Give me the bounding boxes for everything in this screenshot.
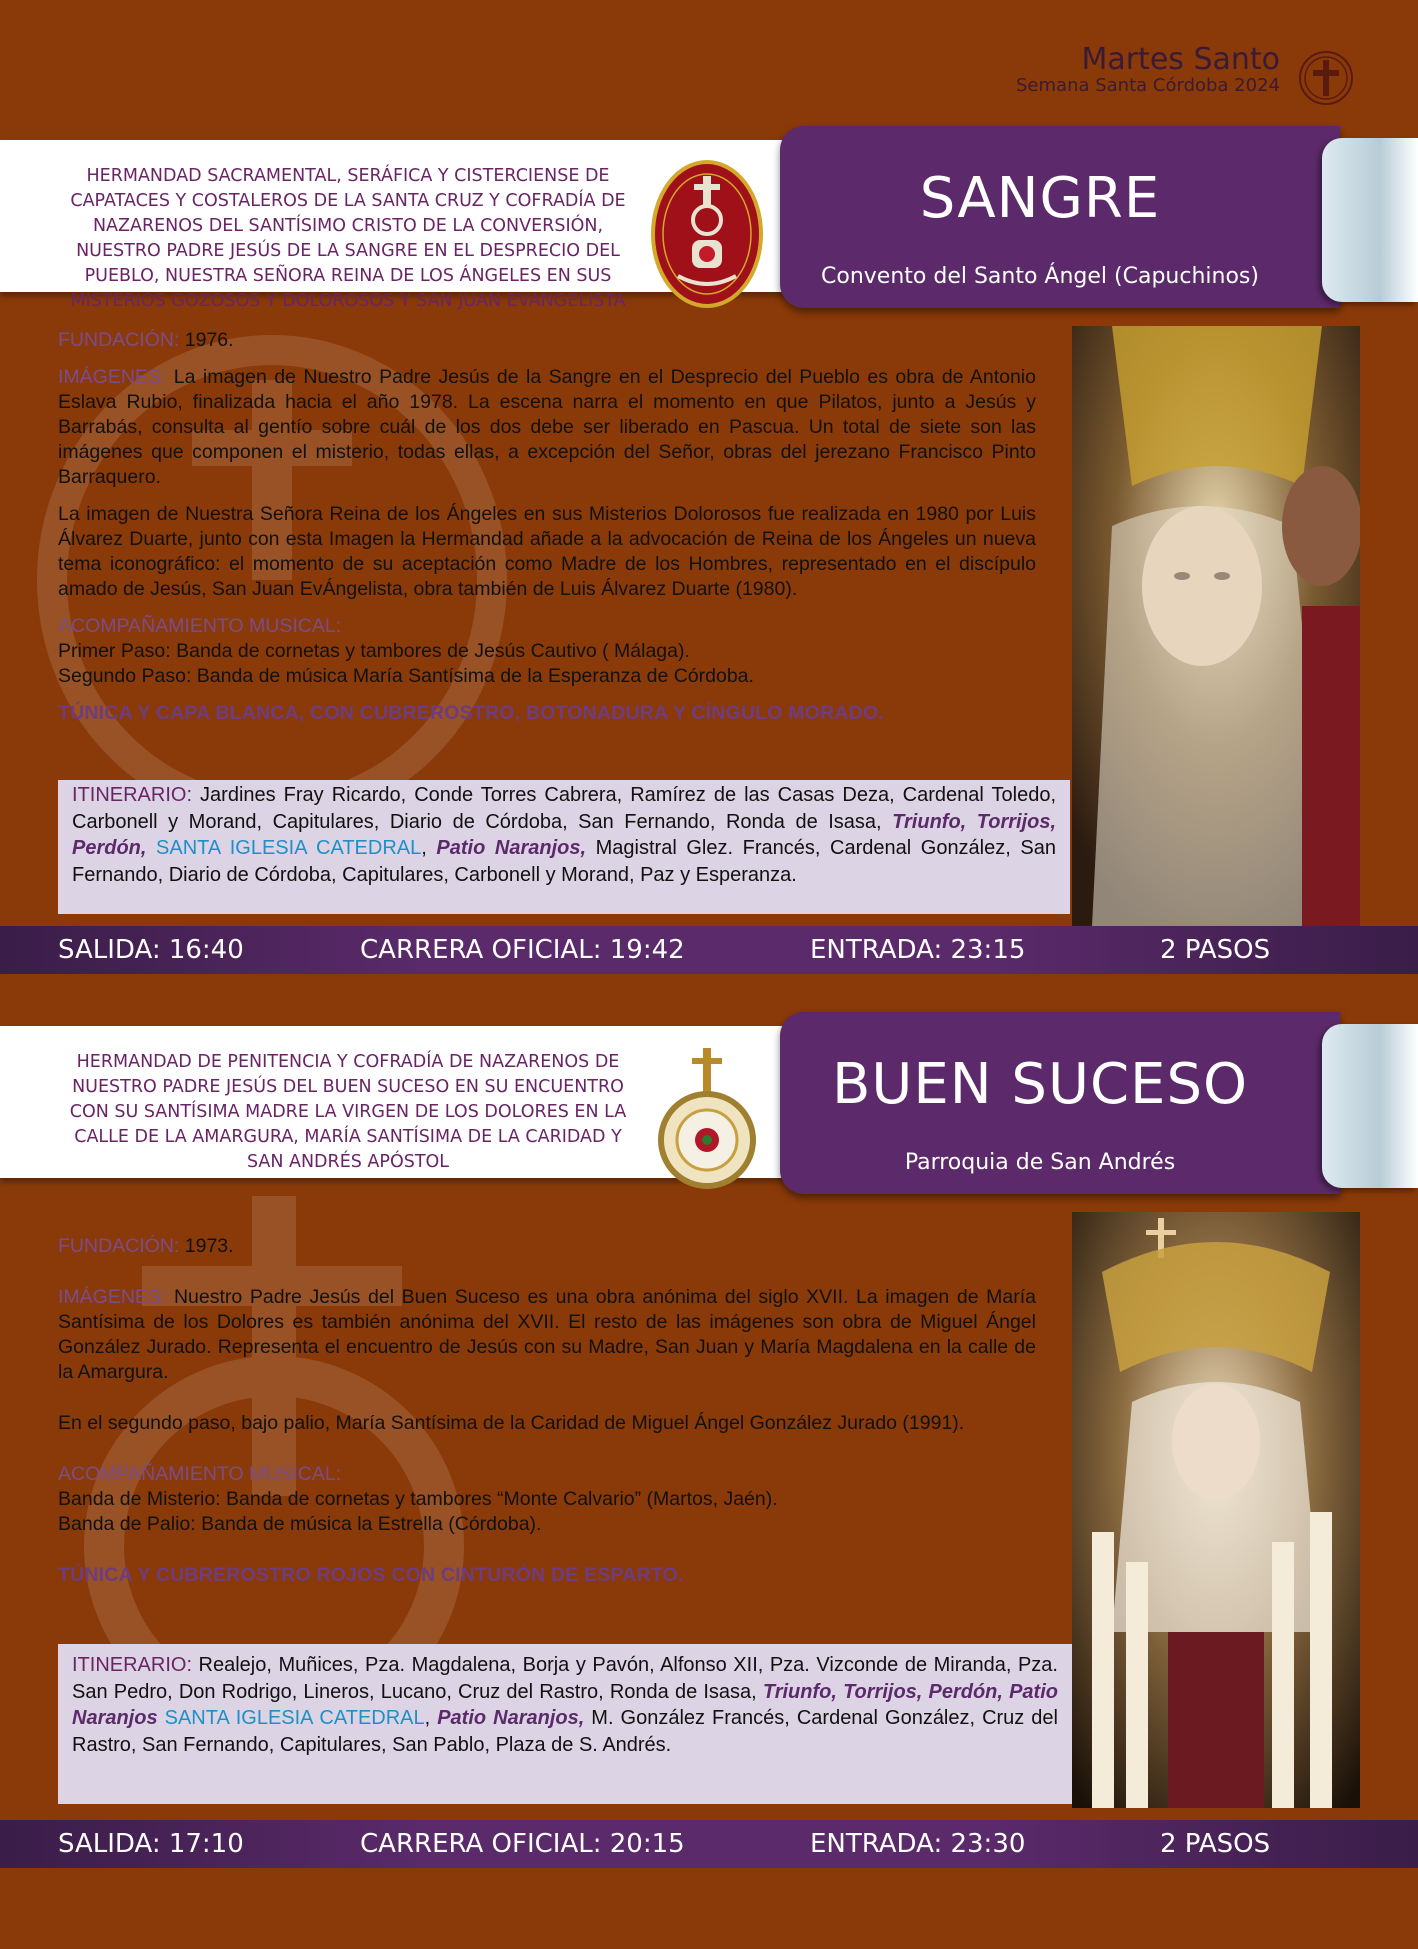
pasos-count: 2 PASOS bbox=[1160, 1829, 1271, 1859]
imagenes-text-2: En el segundo paso, bajo palio, María Santísima de la Caridad de Miguel Ángel González Jurado (1991). bbox=[58, 1412, 965, 1434]
church-name: Parroquia de San Andrés bbox=[904, 1150, 1176, 1175]
itinerario-box bbox=[58, 1644, 1072, 1804]
hermandad-title-bar bbox=[0, 1026, 810, 1178]
musica-label: ACOMPAÑAMIENTO MUSICAL: bbox=[58, 1463, 342, 1485]
carrera-oficial-time: CARRERA OFICIAL: 20:15 bbox=[360, 1829, 685, 1859]
patio-naranjos: Patio Naranjos, bbox=[436, 837, 587, 859]
itinerario-label: ITINERARIO: bbox=[72, 784, 193, 806]
itinerario-part-f: Magistral Glez. Francés, Cardenal González, San Fernando, Diario de Córdoba, Capitulares, Carbonell y Morand, Paz y Esperanza. bbox=[72, 837, 1056, 886]
salida-time: SALIDA: 17:10 bbox=[58, 1829, 244, 1859]
hermandad-description bbox=[58, 1234, 1036, 1600]
pasos-count: 2 PASOS bbox=[1160, 935, 1271, 965]
itinerario-box bbox=[58, 780, 1070, 914]
hermandad-title-bar bbox=[0, 140, 810, 311]
habito-text: TÚNICA Y CUBREROSTRO ROJOS CON CINTURÓN DE ESPARTO. bbox=[58, 1564, 684, 1586]
hermandad-full-name: HERMANDAD SACRAMENTAL, SERÁFICA Y CISTERCIENSE DE CAPATACES Y COSTALEROS DE LA SANTA CRUZ Y COFRADÍA DE NAZARENOS DEL SANTÍSIMO CRISTO DE LA CONVERSIÓN, NUESTRO PADRE JESÚS DE LA SANGRE EN EL DESPRECIO DEL PUEBLO, NUESTRA SEÑORA REINA DE LOS ÁNGELES EN SUS MISTERIOS GOZOSOS Y DOLOROSOS Y SAN JUAN EVANGELISTA bbox=[70, 166, 626, 311]
hermandad-short-name: BUEN SUCESO bbox=[831, 1052, 1249, 1117]
itinerario-comma: , bbox=[424, 1707, 431, 1729]
musica-label: ACOMPAÑAMIENTO MUSICAL: bbox=[58, 615, 342, 637]
hermandad-crest-icon bbox=[648, 1044, 766, 1196]
patio-naranjos: Patio Naranjos, bbox=[437, 1707, 585, 1729]
schedule-bar bbox=[0, 926, 1418, 974]
itinerario-part-a: Jardines Fray Ricardo, Conde Torres Cabrera, Ramírez de las Casas Deza, Cardenal Toledo, Carbonell y Morand, Capitulares, Diario de Córdoba, San Fernando, Ronda de Isasa, bbox=[72, 784, 1056, 833]
itinerario-comma: , bbox=[421, 837, 427, 859]
virgin-photo bbox=[1072, 1212, 1360, 1808]
hermandad-name-banner bbox=[780, 126, 1340, 308]
hermandad-short-name: SANGRE bbox=[919, 166, 1161, 231]
virgin-photo bbox=[1072, 326, 1360, 926]
musica-line-2: Banda de Palio: Banda de música la Estrella (Córdoba). bbox=[58, 1513, 542, 1535]
event-subtitle: Semana Santa Córdoba 2024 bbox=[1016, 75, 1280, 96]
imagenes-label: IMÁGENES: bbox=[58, 1286, 167, 1308]
scroll-end-decoration bbox=[1322, 1024, 1418, 1188]
scroll-end-decoration bbox=[1322, 138, 1418, 302]
church-name: Convento del Santo Ángel (Capuchinos) bbox=[821, 264, 1259, 289]
day-title: Martes Santo bbox=[1081, 42, 1280, 77]
cross-emblem-icon bbox=[1298, 50, 1354, 106]
itinerario-label: ITINERARIO: bbox=[72, 1654, 193, 1676]
imagenes-text: Nuestro Padre Jesús del Buen Suceso es una obra anónima del siglo XVII. La imagen de María Santísima de los Dolores es también anónima del XVII. El resto de las imágenes son obra de Miguel Ángel González Jurado. Representa el encuentro de Jesús con su Madre, San Juan y María Magdalena en la calle de la Amargura. bbox=[58, 1286, 1036, 1383]
page-header bbox=[1016, 44, 1280, 96]
imagenes-text-2: La imagen de Nuestra Señora Reina de los Ángeles en sus Misterios Dolorosos fue realizada en 1980 por Luis Álvarez Duarte, junto con esta Imagen la Hermandad añade a la advocación de Reina de los Ángeles un nueva tema iconográfico: el momento de su aceptación como Madre de los Hombres, representado en el discípulo amado de Jesús, San Juan EvÁngelista, obra también de Luis Álvarez Duarte (1980). bbox=[58, 503, 1036, 600]
catedral-label: SANTA IGLESIA CATEDRAL bbox=[156, 837, 422, 859]
habito-text: TÚNICA Y CAPA BLANCA, CON CUBREROSTRO, BOTONADURA Y CÍNGULO MORADO. bbox=[58, 702, 884, 724]
salida-time: SALIDA: 16:40 bbox=[58, 935, 244, 965]
itinerario-part-f: M. González Francés, Cardenal González, Cruz del Rastro, San Fernando, Capitulares, San Pablo, Plaza de S. Andrés. bbox=[72, 1707, 1058, 1756]
schedule-bar bbox=[0, 1820, 1418, 1868]
itinerario-highlight: Triunfo, Torrijos, Perdón, Patio Naranjos bbox=[72, 1680, 1058, 1729]
hermandad-description bbox=[58, 328, 1036, 738]
entrada-time: ENTRADA: 23:15 bbox=[810, 935, 1026, 965]
imagenes-text: La imagen de Nuestro Padre Jesús de la Sangre en el Desprecio del Pueblo es obra de Antonio Eslava Rubio, finalizada hacia el año 1978. La escena narra el momento en que Pilatos, junto a Jesús y Barrabás, consulta al gentío sobre cuál de los dos debe ser liberado en Pascua. Un total de siete son las imágenes que componen el misterio, todas ellas, a excepción del Señor, obras del jerezano Francisco Pinto Barraquero. bbox=[58, 366, 1036, 488]
fundacion-label: FUNDACIÓN: bbox=[58, 1235, 180, 1257]
musica-line-2: Segundo Paso: Banda de música María Santísima de la Esperanza de Córdoba. bbox=[58, 665, 754, 687]
fundacion-value: 1976. bbox=[184, 329, 234, 351]
entrada-time: ENTRADA: 23:30 bbox=[810, 1829, 1026, 1859]
itinerario-highlight: Triunfo, Torrijos, Perdón, bbox=[72, 810, 1057, 859]
musica-line-1: Banda de Misterio: Banda de cornetas y tambores “Monte Calvario” (Martos, Jaén). bbox=[58, 1488, 778, 1510]
hermandad-name-banner bbox=[780, 1012, 1340, 1194]
catedral-label: SANTA IGLESIA CATEDRAL bbox=[164, 1707, 425, 1729]
fundacion-value: 1973. bbox=[184, 1235, 234, 1257]
carrera-oficial-time: CARRERA OFICIAL: 19:42 bbox=[360, 935, 685, 965]
musica-line-1: Primer Paso: Banda de cornetas y tambores de Jesús Cautivo ( Málaga). bbox=[58, 640, 690, 662]
fundacion-label: FUNDACIÓN: bbox=[58, 329, 180, 351]
itinerario-part-a: Realejo, Muñices, Pza. Magdalena, Borja y Pavón, Alfonso XII, Pza. Vizconde de Miranda, Pza. San Pedro, Don Rodrigo, Lineros, Lucano, Cruz del Rastro, Ronda de Isasa, bbox=[72, 1654, 1058, 1703]
imagenes-label: IMÁGENES: bbox=[58, 366, 167, 388]
hermandad-crest-icon bbox=[648, 158, 766, 310]
hermandad-full-name: HERMANDAD DE PENITENCIA Y COFRADÍA DE NAZARENOS DE NUESTRO PADRE JESÚS DEL BUEN SUCESO EN SU ENCUENTRO CON SU SANTÍSIMA MADRE LA VIRGEN DE LOS DOLORES EN LA CALLE DE LA AMARGURA, MARÍA SANTÍSIMA DE LA CARIDAD Y SAN ANDRÉS APÓSTOL bbox=[69, 1052, 627, 1172]
